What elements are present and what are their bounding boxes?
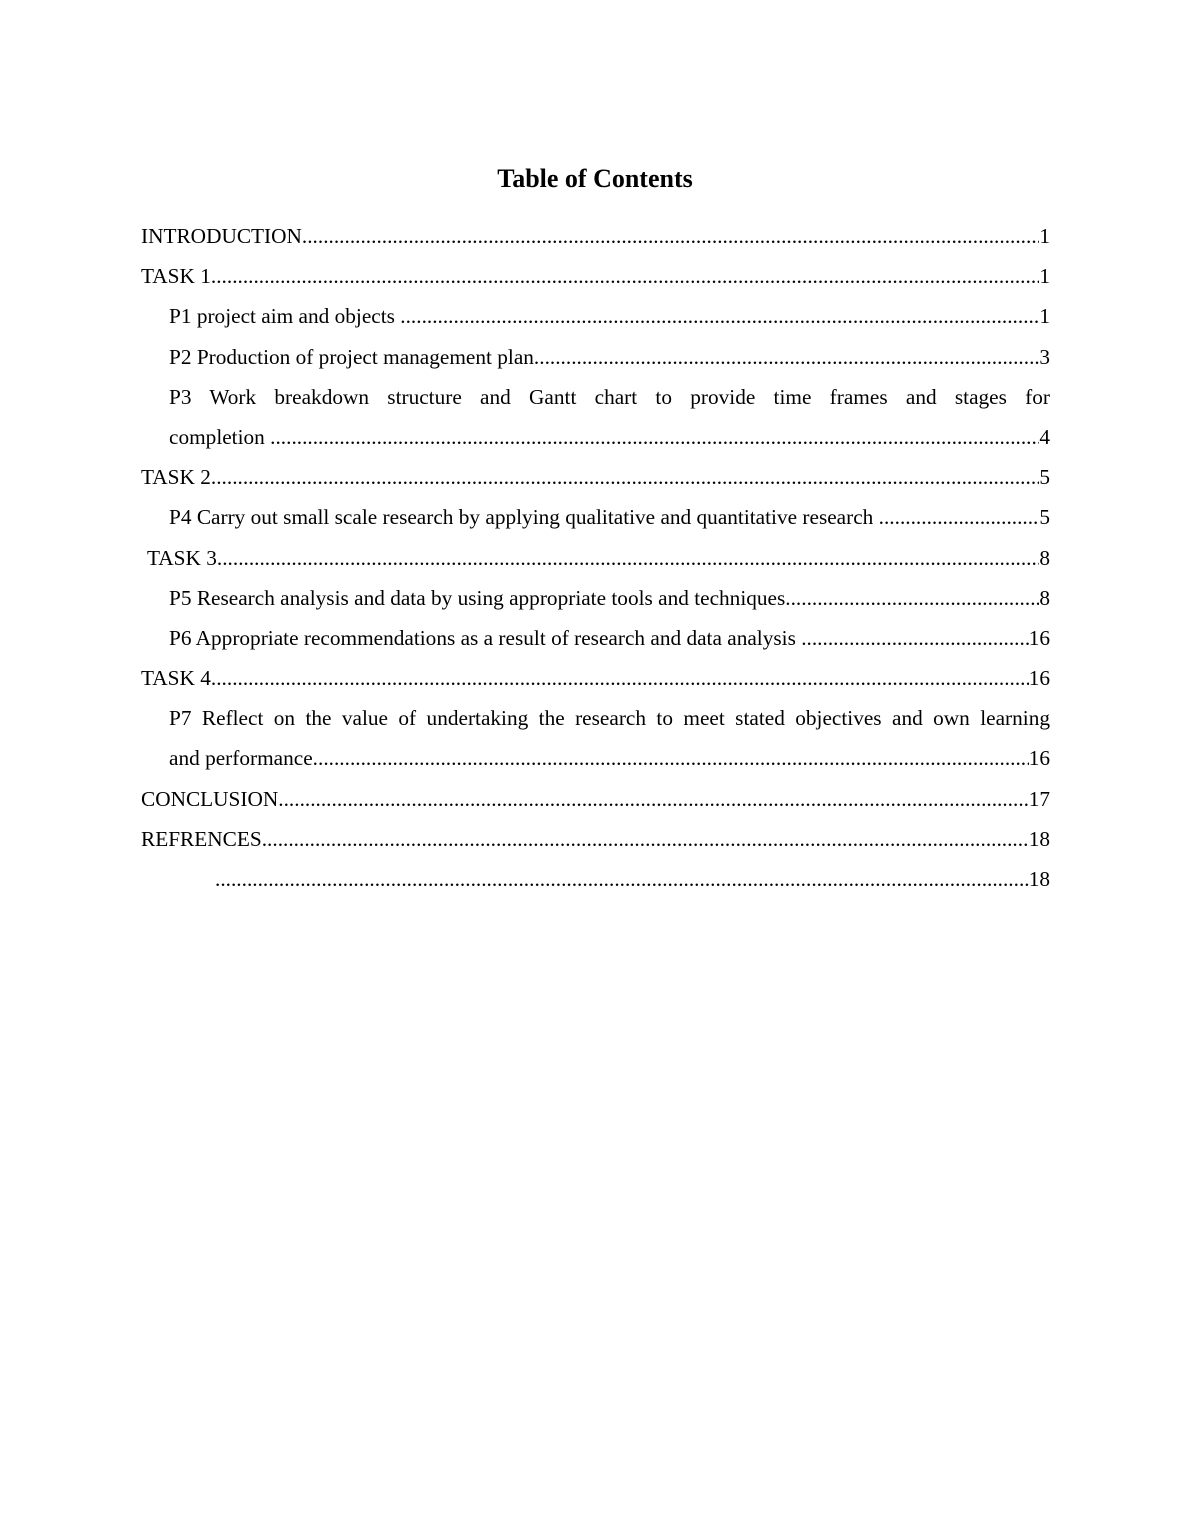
toc-entry-label: TASK 4 <box>141 666 211 691</box>
toc-entry-line-2 <box>169 417 1050 457</box>
dot-leader <box>211 457 1039 497</box>
toc-entry-label: P1 project aim and objects <box>169 304 401 329</box>
toc-entry-label: CONCLUSION <box>141 786 279 811</box>
toc-entry-page: 4 <box>1039 424 1050 449</box>
dot-leader <box>278 779 1028 819</box>
toc-entry-task-4[interactable] <box>141 658 1050 698</box>
toc-entry-p6[interactable] <box>141 618 1050 658</box>
table-of-contents <box>141 216 1050 899</box>
dot-leader <box>534 337 1039 377</box>
dot-leader <box>211 658 1029 698</box>
dot-leader <box>313 738 1029 778</box>
toc-entry-page: 16 <box>1028 625 1050 650</box>
dot-leader <box>801 618 1029 658</box>
toc-entry-page: 18 <box>1028 867 1050 891</box>
toc-entry-page: 5 <box>1039 465 1050 490</box>
toc-entry-line-2 <box>169 738 1050 778</box>
dot-leader <box>215 859 1029 899</box>
toc-entry-untitled[interactable] <box>141 859 1050 899</box>
toc-entry-p1[interactable] <box>141 296 1050 336</box>
dot-leader <box>785 578 1039 618</box>
toc-entry-label: INTRODUCTION <box>141 224 302 248</box>
toc-entry-page: 16 <box>1028 666 1050 691</box>
toc-entry-p4[interactable] <box>141 497 1050 537</box>
toc-entry-page: 8 <box>1039 585 1050 610</box>
toc-entry-task-2[interactable] <box>141 457 1050 497</box>
toc-entry-page: 1 <box>1039 264 1050 289</box>
toc-entry-task-3[interactable] <box>141 538 1050 578</box>
toc-entry-task-1[interactable] <box>141 256 1050 296</box>
toc-entry-conclusion[interactable] <box>141 779 1050 819</box>
toc-entry-page: 1 <box>1039 304 1050 329</box>
toc-entry-p2[interactable] <box>141 337 1050 377</box>
toc-entry-p3[interactable] <box>141 377 1050 457</box>
toc-entry-label: TASK 3 <box>147 545 217 570</box>
toc-entry-label-line-1: P7 Reflect on the value of undertaking the research to meet stated objectives and own learning <box>169 706 1050 731</box>
toc-entry-page: 17 <box>1028 786 1050 811</box>
toc-title: Table of Contents <box>497 164 693 193</box>
toc-entry-label: P2 Production of project management plan <box>169 344 534 369</box>
toc-entry-page: 3 <box>1039 344 1050 369</box>
dot-leader <box>879 497 1040 537</box>
toc-entry-introduction[interactable] <box>141 216 1050 256</box>
toc-entry-page: 8 <box>1039 545 1050 570</box>
toc-entry-label: P5 Research analysis and data by using appropriate tools and techniques <box>169 585 786 610</box>
toc-entry-page: 1 <box>1039 224 1050 248</box>
toc-entry-page: 5 <box>1039 505 1050 530</box>
toc-entry-page: 18 <box>1028 826 1050 851</box>
toc-entry-page: 16 <box>1028 746 1050 771</box>
toc-entry-p5[interactable] <box>141 578 1050 618</box>
toc-entry-p7[interactable] <box>141 698 1050 778</box>
toc-entry-references[interactable] <box>141 819 1050 859</box>
dot-leader <box>217 538 1039 578</box>
toc-entry-label: P6 Appropriate recommendations as a result of research and data analysis <box>169 625 802 650</box>
dot-leader <box>211 256 1039 296</box>
toc-entry-label-line-2: and performance <box>169 746 313 771</box>
toc-entry-label: TASK 1 <box>141 264 211 289</box>
dot-leader <box>270 417 1039 457</box>
toc-entry-label: TASK 2 <box>141 465 211 490</box>
toc-entry-label-line-1: P3 Work breakdown structure and Gantt chart to provide time frames and stages for <box>169 384 1050 409</box>
toc-entry-label-line-2: completion <box>169 424 271 449</box>
toc-entry-label: REFRENCES <box>141 826 262 851</box>
dot-leader <box>400 296 1039 336</box>
toc-entry-label: P4 Carry out small scale research by applying qualitative and quantitative research <box>169 505 879 530</box>
dot-leader <box>302 216 1039 256</box>
dot-leader <box>262 819 1029 859</box>
